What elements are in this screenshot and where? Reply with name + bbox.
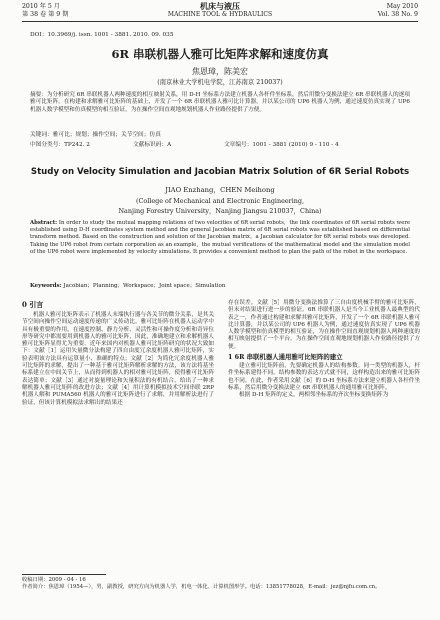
keywords-en-label: Keywords: xyxy=(30,283,62,289)
journal-name-en: MACHINE TOOL & HYDRAULICS xyxy=(167,11,273,18)
keywords-en-text: Jacobian；Planning；Workspace；Joint space；Simulation xyxy=(63,283,226,289)
abstract-en-label: Abstract: xyxy=(30,220,58,226)
abstract-cn: 摘要：为分析研究 6R 串联机器人两种速度的相互映射关系，用 D-H 坐标系方法建立机器人各杆件坐标系，然后用微分变换法建立 6R 串联机器人的逐项雅可比矩阵。在构建和求解雅可比矩阵的基础上，开发了一个 6R 串联机器人雅可比计算器，并以某公司的 UP6 机器人为例，通过速度仿真实现了 UP6 机器人数学模型和仿真模型的相互验证，为在操作空间直观地规划机器人作业路径提供了方便。 xyxy=(30,92,410,113)
abstract-en xyxy=(30,220,410,256)
document-code: 文献标识码：A xyxy=(133,142,172,148)
affiliation-en-line1: (College of Mechanical and Electronic Engineering, xyxy=(136,197,304,205)
right-column xyxy=(228,300,420,400)
affiliation-en-line2: Nanjing Forestry University，Nanjing Jiangsu 210037，China) xyxy=(118,207,322,215)
classification-number: 中图分类号：TP242. 2 xyxy=(30,142,90,148)
footnote xyxy=(22,577,418,592)
header-rule xyxy=(22,21,418,22)
left-column xyxy=(22,300,214,407)
abstract-en-text: In order to study the mutual mapping relations of two velocities of 6R serial robots，the link coordinates of 6R serial robots were established using D-H coordinates system method and the general Jacobian matrix of 6R serial robots was established based on differential transform method. Based on the construction and solution of the Jacobian matrix，a Jacobian calculator for 6R serial robots was developed. Taking the UP6 robot from certain corporation as an example，the mutual verifications of the mathematical model and the simulation model of the UP6 robot were implemented by velocity simulations. It provides a convenient method to plan the path of the robot in the workspace. xyxy=(30,220,410,255)
footnote-author-bio: 作者简介：焦恩璋（1954—），男，副教授，研究方向为机器人学，机电一体化、计算机图形学。电话：13851778028，E-mail：jez@njfu.com.cn。 xyxy=(22,584,381,591)
article-number: 文章编号：1001 - 3881 (2010) 9 - 110 - 4 xyxy=(224,142,339,148)
right-column-paragraph-2: 建立雅可比矩阵前，先要确定机器人的结构参数。同一类型的机器人，杆件坐标系建得不同，结构参数的表达方式就不同，这样构造出来的雅可比矩阵也不同。在此，作者采用文献［6］的 D-H 坐标系方法来建立机器人各杆件坐标系，然后用微分变换法建立 6R 串联机器人的通用雅可比矩阵。 xyxy=(228,363,420,391)
right-column-paragraph-3: 根据 D-H 矩阵的定义，两相邻坐标系的齐次坐标变换矩阵为 xyxy=(239,392,389,399)
header-center xyxy=(0,2,440,19)
right-column-paragraph-1: 存在误差。文献［5］用微分变换法推算了三自由度机械手臂的雅可比矩阵，但未对结果进行进一步的验证。6R 串联机器人是当今工业机器人最典型的代表之一，作者通过构建和求解其雅可比矩阵，开发了一个 6R 串联机器人雅可比计算器，并以某公司的 UP6 机器人为例，通过速度仿真实现了 UP6 机器人数学模型和仿真模型的相互验证，为在操作空间直观规划机器人两种速度的相互映射提供了一个平台，为在操作空间直观地规划机器人作业路径提供了方便。 xyxy=(228,300,420,350)
introduction-paragraph: 机器人雅可比矩阵表示了机器人末端执行器与各关节的微分关系，是其关节空间向操作空间运动速度传递的广义传动比。雅可比矩阵在机器人运动学中具有极重要的作用，在速度控制、静力分析、灵活性和可操作度分析和奇异位形等研究中都需要用到机器人的雅可比矩阵，因此，准确地建立和求解机器人雅可比矩阵显得尤为重要。近年来国内对机器人雅可比矩阵研究的状况大致如下：文献［1］运用矢量微分法构建了四自由度冗余度机器人雅可比矩阵，实验表明该方法具有运算量小、准确的特点；文献［2］为简化冗余度机器人雅可比矩阵的求解，提出了一种基于雅可比矩阵解析求解的方法，该方法将基坐标系建立在中间关节上，从而得到机器人的相对雅可比矩阵，使得雅可比矩阵表达简单；文献［3］通过对旋量理论和矢量积法的有机结合，给出了一种求解机器人雅可比矩阵的改进方法；文献［4］用计算机模拟技术空间串联 2RP 机器人解和 PUMA560 机器人的雅可比矩阵进行了求解，并用解析法进行了验证，但该计算机模拟法求解出的结果还 xyxy=(22,312,214,406)
header-date-en: May 2010 xyxy=(386,3,418,10)
authors-cn: 焦恩璋，陈美宏 xyxy=(192,67,248,76)
title-en: Study on Velocity Simulation and Jacobian Matrix Solution of 6R Serial Robots xyxy=(30,167,410,177)
footnote-rule xyxy=(22,574,106,575)
section-1-heading: 1 6R 串联机器人通用雅可比矩阵的建立 xyxy=(228,353,343,362)
journal-name-cn: 机床与液压 xyxy=(200,1,240,11)
header-volume-cn: 第 38 卷 第 9 期 xyxy=(22,11,69,19)
doi: DOI：10.3969/j. issn. 1001 - 3881. 2010. 09. 035 xyxy=(30,32,174,38)
header-right xyxy=(378,3,418,19)
footnote-received: 收稿日期：2009 - 04 - 16 xyxy=(22,577,86,583)
authors-en: JIAO Enzhang，CHEN Meihong xyxy=(165,186,275,194)
section-introduction-heading: 0 引言 xyxy=(22,300,44,309)
header-volume-en: Vol. 38 No. 9 xyxy=(377,11,418,19)
header-date-cn: 2010 年 5 月 xyxy=(22,3,60,10)
affiliation-cn: (南京林业大学机电学院，江苏南京 210037) xyxy=(157,79,283,86)
keywords-en xyxy=(30,283,225,290)
keywords-cn: 关键词：雅可比；规划；操作空间；关节空间；仿真 xyxy=(30,132,161,138)
title-cn: 6R 串联机器人雅可比矩阵求解和速度仿真 xyxy=(111,47,329,61)
